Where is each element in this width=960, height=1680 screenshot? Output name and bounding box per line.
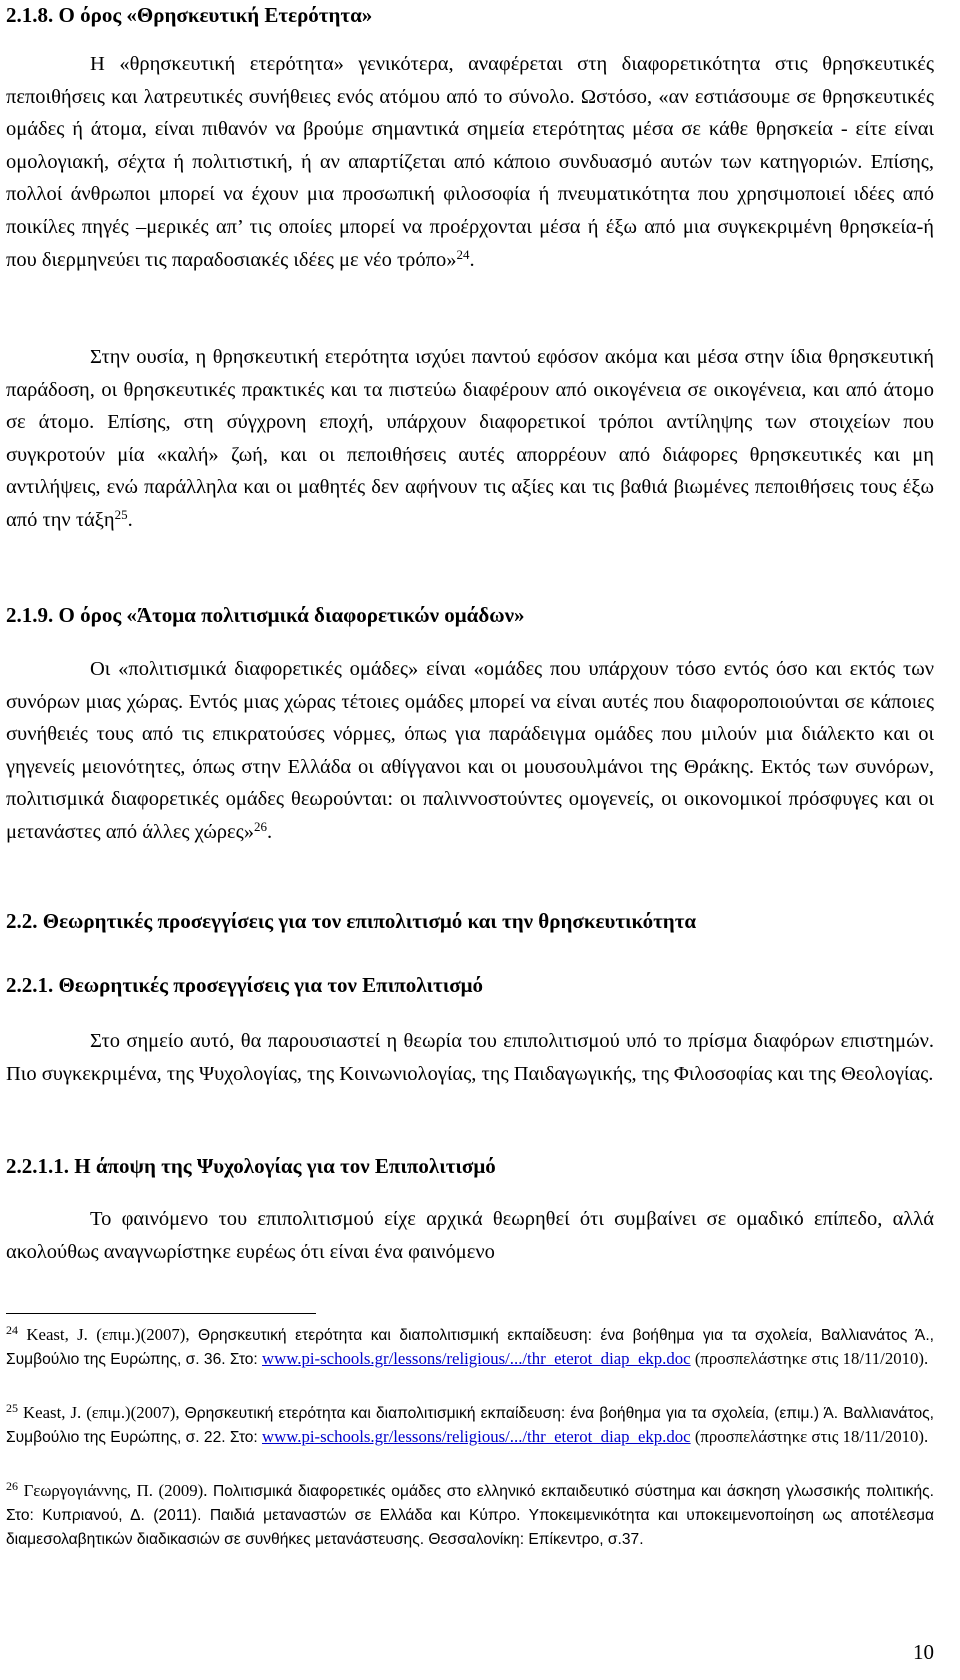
footnote-24: $^{24}$ Keast, J. (επιμ.)(2007), Θρησκευτική ετερότητα και διαπολιτισμική εκπαίδευση: ένα βοήθημα για τα σχολεία, Βαλλιανάτος Ά., Συμβούλιο της Ευρώπης, σ. 36. Στο: www.pi-schools.gr/lessons/religious/.../thr_eterot_diap_ekp.doc (προσπελάστηκε στις 18/11/2010). — [6, 1323, 935, 1369]
paragraph-text: Στο σημείο αυτό, θα παρουσιαστεί η θεωρία του επιπολιτισμού υπό το πρίσμα διαφόρων επιστημών. Πιο συγκεκριμένα, της Ψυχολογίας, της Κοινωνιολογίας, της Παιδαγωγικής, της Φιλοσοφίας και της Θεολογίας. — [6, 1030, 934, 1085]
footnote-link[interactable]: www.pi-schools.gr/lessons/religious/.../thr_eterot_diap_ekp.doc — [261, 1427, 691, 1447]
paragraph-theory-intro — [6, 1025, 934, 1090]
footnote-separator — [6, 1313, 316, 1314]
section-heading-2-2-1: 2.2.1. Θεωρητικές προσεγγίσεις για τον Επιπολιτισμό — [6, 973, 484, 997]
footnote-number: 26 — [6, 1479, 18, 1493]
paragraph-text: Στην ουσία, η θρησκευτική ετερότητα ισχύει παντού εφόσον ακόμα και μέσα στην ίδια θρησκευτική παράδοση, οι θρησκευτικές πρακτικές και τα πιστεύω διαφέρουν από οικογένεια σε οικογένεια, και από άτομο σε άτομο. Επίσης, στη σύγχρονη εποχή, υπάρχουν διαφορετικοί τρόποι αντίληψης των στοιχείων που συγκροτούν μία «καλή» ζωή, και οι πεποιθήσεις αυτές απορρέουν από διάφορες θρησκευτικές και μη αντιλήψεις, ενώ παράλληλα και οι μαθητές δεν αφήνουν τις αξίες και τις βαθιά βιωμένες πεποιθήσεις τους έξω από την τάξη — [6, 346, 934, 531]
paragraph-religious-diversity-essence: Στην ουσία, η θρησκευτική ετερότητα ισχύει παντού εφόσον ακόμα και μέσα στην ίδια θρησκευτική παράδοση, οι θρησκευτικές πρακτικές και τα πιστεύω διαφέρουν από οικογένεια σε οικογένεια, και από άτομο σε άτομο. Επίσης, στη σύγχρονη εποχή, υπάρχουν διαφορετικοί τρόποι αντίληψης των στοιχείων που συγκροτούν μία «καλή» ζωή, και οι πεποιθήσεις αυτές απορρέουν από διάφορες θρησκευτικές και μη αντιλήψεις, ενώ παράλληλα και οι μαθητές δεν αφήνουν τις αξίες και τις βαθιά βιωμένες πεποιθήσεις τους έξω από την τάξη$^{25}$. — [6, 346, 934, 531]
paragraph-religious-diversity: Η «θρησκευτική ετερότητα» γενικότερα, αναφέρεται στη διαφορετικότητα στις θρησκευτικές πεποιθήσεις και λατρευτικές συνήθειες ενός ατόμου από το σύνολο. Ωστόσο, «αν εστιάσουμε σε θρησκευτικές ομάδες ή άτομα, είναι πιθανόν να βρούμε σημαντικά σημεία ετερότητας μέσα σε κάθε θρησκεία - είτε είναι ομολογιακή, σέχτα ή πολιτιστική, ή αν απαρτίζεται από κάποιο συνδυασμό αυτών των κατηγοριών. Επίσης, πολλοί άνθρωποι μπορεί να έχουν μια προσωπική φιλοσοφία ή πνευματικότητα που χρησιμοποιεί ιδέες από ποικίλες πηγές –μερικές απ’ τις οποίες μπορεί να προέρχονται μέσα ή έξω από μια συγκεκριμένη θρησκεία-ή που διερμηνεύει τις παραδοσιακές ιδέες με νέο τρόπο»$^{24}$. — [6, 53, 934, 271]
footnote-number: 25 — [6, 1401, 18, 1415]
footnote-ref-25[interactable]: 25 — [114, 506, 128, 522]
paragraph-psychology — [6, 1203, 934, 1268]
document-page — [6, 0, 934, 1680]
paragraph-cultural-groups: Οι «πολιτισμικά διαφορετικές ομάδες» είναι «ομάδες που υπάρχουν τόσο εντός όσο και εκτός των συνόρων μιας χώρας. Εντός μιας χώρας τέτοιες ομάδες μπορεί να είναι αυτές που διαφοροποιούνται σε κάποιες συνήθειές τους από τις επικρατούσες νόρμες, όπως για παράδειγμα ομάδες που μιλούν μια διάλεκτο και οι γηγενείς μειονότητες, όπως στην Ελλάδα οι αθίγγανοι και οι μουσουλμάνοι της Θράκης. Εκτός των συνόρων, πολιτισμικά διαφορετικές ομάδες θεωρούνται: οι παλιννοστούντες ομογενείς, οι οικονομικοί πρόσφυγες και οι μετανάστες από άλλες χώρες»$^{26}$. — [6, 658, 934, 843]
footnote-25: $^{25}$ Keast, J. (επιμ.)(2007), Θρησκευτική ετερότητα και διαπολιτισμική εκπαίδευση: ένα βοήθημα για τα σχολεία, (επιμ.) Ά. Βαλλιανάτος, Συμβούλιο της Ευρώπης, σ. 22. Στο: www.pi-schools.gr/lessons/religious/.../thr_eterot_diap_ekp.doc (προσπελάστηκε στις 18/11/2010). — [6, 1401, 934, 1447]
section-heading-2-2-1-1: 2.2.1.1. Η άποψη της Ψυχολογίας για τον Επιπολιτισμό — [6, 1154, 496, 1178]
section-heading-2-1-9: 2.1.9. Ο όρος «Άτομα πολιτισμικά διαφορετικών ομάδων» — [6, 603, 525, 627]
footnote-26: $^{26}$ Γεωργογιάννης, Π. (2009). Πολιτισμικά διαφορετικές ομάδες στο ελληνικό εκπαιδευτικό σύστημα και άσκηση γλωσσικής πολιτικής. Στο: Κυπριανού, Δ. (2011). Παιδιά μεταναστών σε Ελλάδα και Κύπρο. Υποκειμενικότητα και υποκειμενοποίηση ως αποτέλεσμα διαμεσολαβητικών διαδικασιών σε συνθήκες μετανάστευσης. Θεσσαλονίκη: Επίκεντρο, σ.37. — [6, 1479, 934, 1549]
footnote-ref-24[interactable]: 24 — [456, 246, 470, 262]
page-number: 10 — [913, 1640, 934, 1664]
paragraph-text: Οι «πολιτισμικά διαφορετικές ομάδες» είναι «ομάδες που υπάρχουν τόσο εντός όσο και εκτός των συνόρων μιας χώρας. Εντός μιας χώρας τέτοιες ομάδες μπορεί να είναι αυτές που διαφοροποιούνται σε κάποιες συνήθειές τους από τις επικρατούσες νόρμες, όπως για παράδειγμα ομάδες που μιλούν μια διάλεκτο και οι γηγενείς μειονότητες, όπως στην Ελλάδα οι αθίγγανοι και οι μουσουλμάνοι της Θράκης. Εκτός των συνόρων, πολιτισμικά διαφορετικές ομάδες θεωρούνται: οι παλιννοστούντες ομογενείς, οι οικονομικοί πρόσφυγες και οι μετανάστες από άλλες χώρες» — [6, 658, 934, 843]
section-heading-2-2: 2.2. Θεωρητικές προσεγγίσεις για τον επιπολιτισμό και την θρησκευτικότητα — [6, 909, 697, 933]
section-heading-2-1-8: 2.1.8. Ο όρος «Θρησκευτική Ετερότητα» — [6, 3, 373, 27]
paragraph-text: Το φαινόμενο του επιπολιτισμού είχε αρχικά θεωρηθεί ότι συμβαίνει σε ομαδικό επίπεδο, αλλά ακολούθως αναγνωρίστηκε ευρέως ότι είναι ένα φαινόμενο — [6, 1208, 934, 1263]
footnote-number: 24 — [6, 1323, 18, 1337]
footnote-link[interactable]: www.pi-schools.gr/lessons/religious/.../thr_eterot_diap_ekp.doc — [261, 1349, 691, 1369]
paragraph-text: Η «θρησκευτική ετερότητα» γενικότερα, αναφέρεται στη διαφορετικότητα στις θρησκευτικές πεποιθήσεις και λατρευτικές συνήθειες ενός ατόμου από το σύνολο. Ωστόσο, «αν εστιάσουμε σε θρησκευτικές ομάδες ή άτομα, είναι πιθανόν να βρούμε σημαντικά σημεία ετερότητας μέσα σε κάθε θρησκεία - είτε είναι ομολογιακή, σέχτα ή πολιτιστική, ή αν απαρτίζεται από κάποιο συνδυασμό αυτών των κατηγοριών. Επίσης, πολλοί άνθρωποι μπορεί να έχουν μια προσωπική φιλοσοφία ή πνευματικότητα που χρησιμοποιεί ιδέες από ποικίλες πηγές –μερικές απ’ τις οποίες μπορεί να προέρχονται μέσα ή έξω από μια συγκεκριμένη θρησκεία-ή που διερμηνεύει τις παραδοσιακές ιδέες με νέο τρόπο» — [6, 53, 934, 271]
footnote-ref-26[interactable]: 26 — [254, 818, 268, 834]
